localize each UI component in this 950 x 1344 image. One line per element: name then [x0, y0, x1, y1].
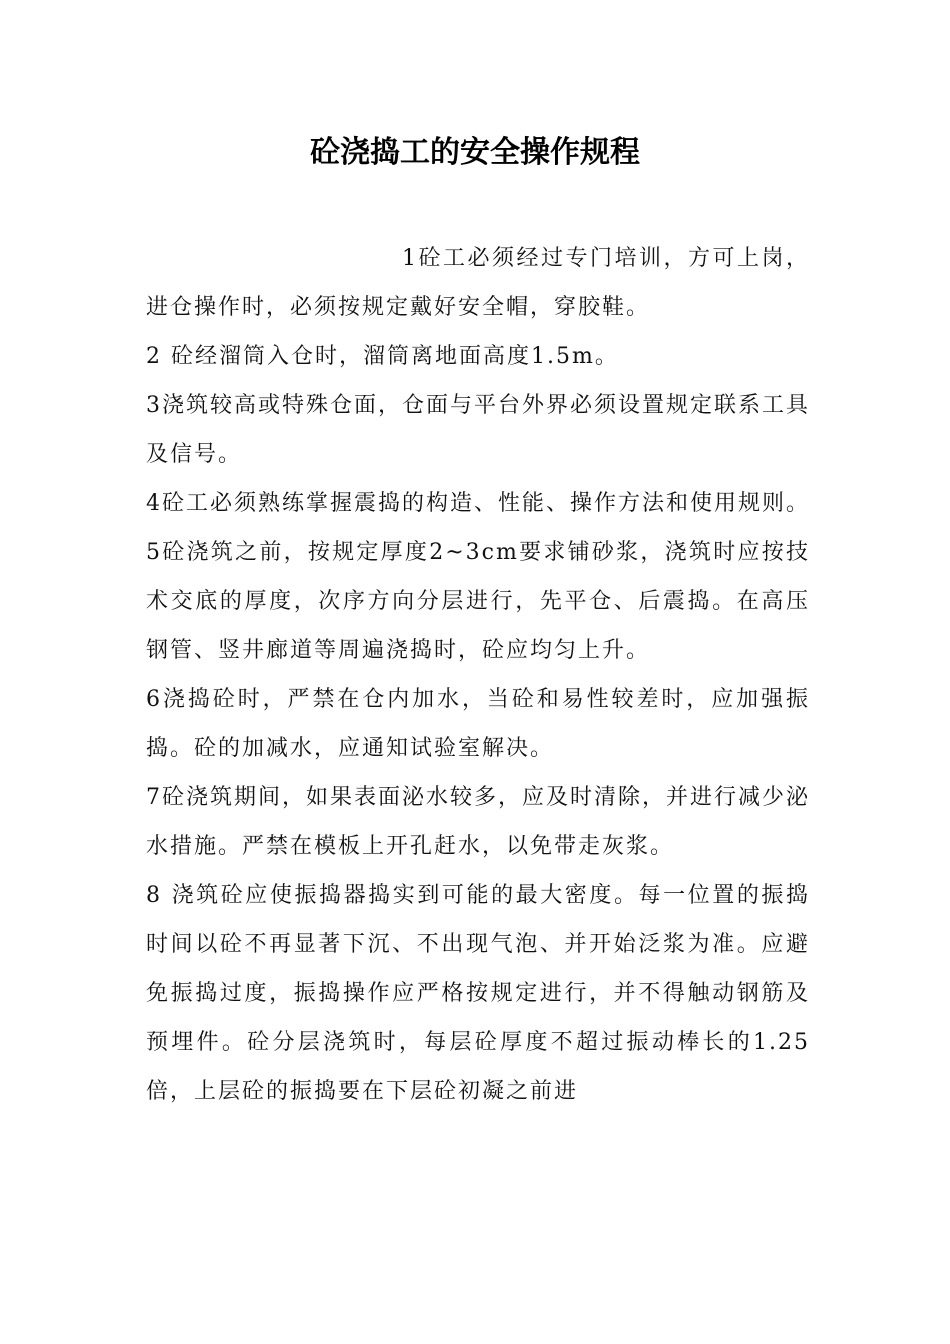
paragraph-1: 1砼工必须经过专门培训，方可上岗，进仓操作时，必须按规定戴好安全帽，穿胶鞋。	[146, 246, 810, 320]
paragraph-5: 5砼浇筑之前，按规定厚度2~3cm要求铺砂浆，浇筑时应按技术交底的厚度，次序方向分层进行，先平仓、后震捣。在高压钢管、竖井廊道等周遍浇捣时，砼应均匀上升。	[146, 540, 810, 663]
paragraph-3: 3浇筑较高或特殊仓面，仓面与平台外界必须设置规定联系工具及信号。	[146, 393, 810, 467]
paragraph-6: 6浇捣砼时，严禁在仓内加水，当砼和易性较差时，应加强振捣。砼的加减水，应通知试验室解决。	[146, 687, 810, 761]
document-body	[146, 234, 810, 1116]
paragraph-2: 2 砼经溜筒入仓时，溜筒离地面高度1.5m。	[146, 344, 619, 369]
paragraph-8: 8 浇筑砼应使振捣器捣实到可能的最大密度。每一位置的振捣时间以砼不再显著下沉、不出现气泡、并开始泛浆为准。应避免振捣过度，振捣操作应严格按规定进行，并不得触动钢筋及预埋件。砼分层浇筑时，每层砼厚度不超过振动棒长的1.25倍，上层砼的振捣要在下层砼初凝之前进	[146, 883, 810, 1104]
paragraph-7: 7砼浇筑期间，如果表面泌水较多，应及时清除，并进行减少泌水措施。严禁在模板上开孔赶水，以免带走灰浆。	[146, 785, 810, 859]
document-title: 砼浇捣工的安全操作规程	[310, 135, 640, 170]
paragraph-4: 4砼工必须熟练掌握震捣的构造、性能、操作方法和使用规则。	[146, 491, 810, 516]
